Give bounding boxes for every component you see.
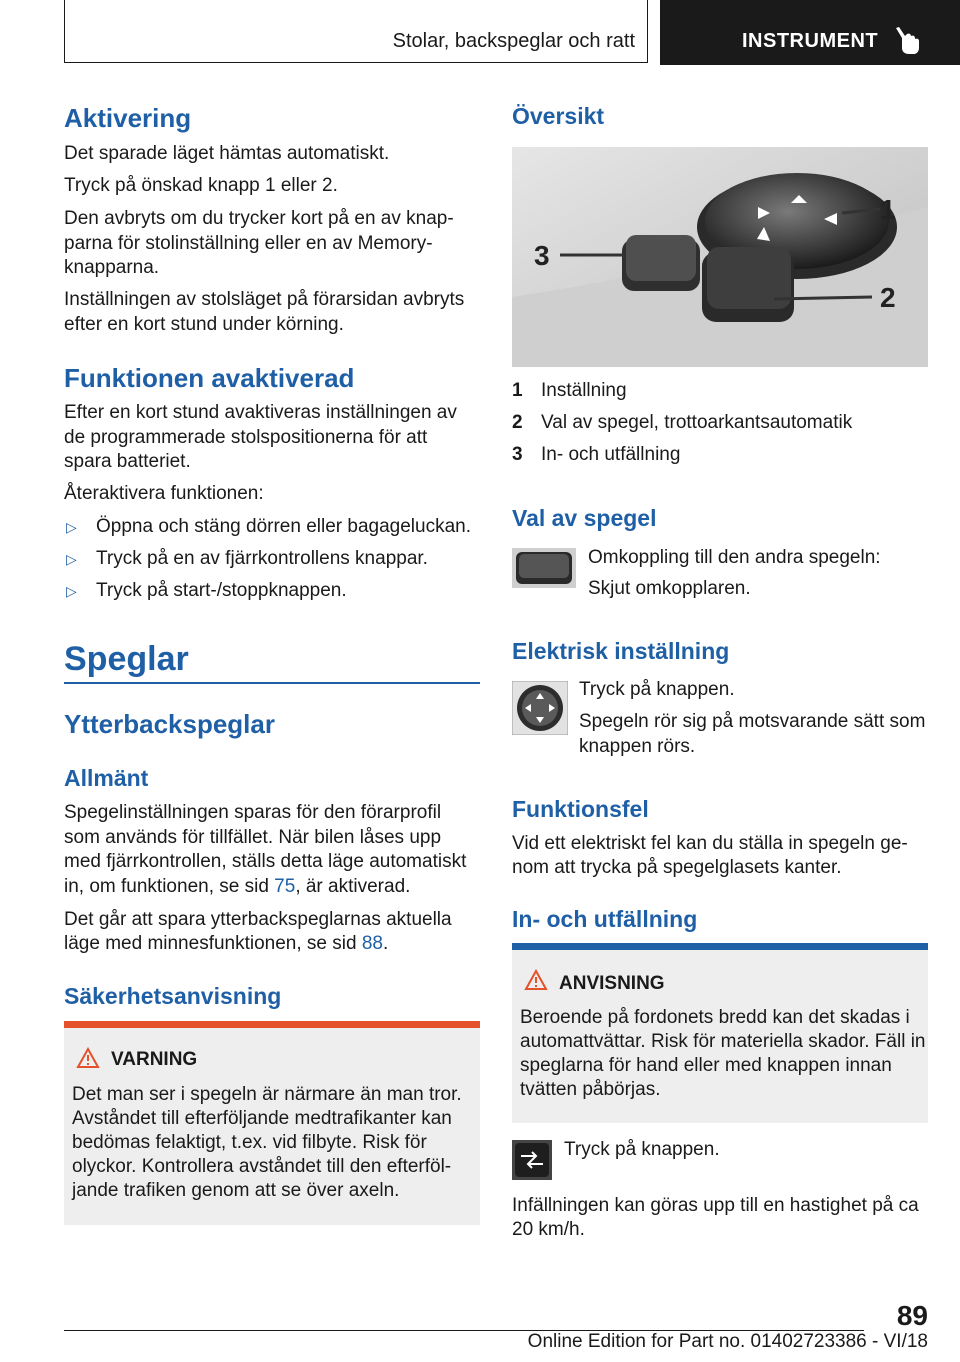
section-aktivering-title: Aktivering (64, 103, 192, 133)
val-l1: Omkoppling till den andra spegeln: (588, 547, 881, 568)
warning-box (64, 1021, 480, 1225)
notice-line: speglarna för hand eller med knappen innan (520, 1055, 892, 1076)
notice-line: automattvättar. Risk för materiella skador. Fäll in (520, 1031, 926, 1052)
allmant-l6: läge med minnesfunktionen, se sid 88. (64, 933, 389, 954)
aktivering-p2: Tryck på önskad knapp 1 eller 2. (64, 175, 338, 196)
funktion-p1b: de programmerade stolspositionerna för att (64, 427, 428, 448)
infallning-l2: 20 km/h. (512, 1219, 585, 1240)
warning-line: Det man ser i spegeln är närmare än man tror. (72, 1084, 462, 1105)
warning-triangle-icon (524, 969, 548, 991)
funktion-p1a: Efter en kort stund avaktiveras inställningen av (64, 402, 457, 423)
warning-bar (64, 1021, 480, 1028)
elektrisk-l3: knappen rörs. (579, 736, 696, 757)
funktion-p1c: spara batteriet. (64, 451, 191, 472)
header-section-box (64, 0, 648, 63)
notice-line: tvätten påbörjas. (520, 1079, 661, 1100)
page-ref-link[interactable]: 88 (361, 933, 383, 954)
legend-number: 1 (512, 380, 523, 401)
funktionsfel-l1: Vid ett elektriskt fel kan du ställa in spegeln ge‐ (512, 833, 908, 854)
aktivering-p3c: knapparna. (64, 257, 160, 278)
infallning-l1: Infällningen kan göras upp till en hastighet på ca (512, 1195, 919, 1216)
section-funktion-title: Funktionen avaktiverad (64, 363, 355, 393)
section-funktionsfel-title: Funktionsfel (512, 796, 649, 822)
allmant-l2: som används för tillfället. När bilen låses upp (64, 827, 442, 848)
infallning-press: Tryck på knappen. (564, 1139, 720, 1160)
warning-title: VARNING (111, 1049, 198, 1070)
callout-1: 1 (880, 194, 896, 225)
allmant-l1: Spegelinställningen sparas för den förarprofil (64, 802, 442, 823)
footer-edition: Online Edition for Part no. 01402723386 - VI/18 (527, 1331, 928, 1352)
aktivering-p4b: efter en kort stund under körning. (64, 314, 344, 335)
mirror-selector-switch-icon (512, 548, 576, 588)
section-ytter-title: Ytterbackspeglar (64, 709, 275, 739)
title-divider (64, 682, 480, 684)
allmant-l3: med fjärrkontrollen, ställs detta läge automatiskt (64, 851, 467, 872)
aktivering-p3a: Den avbryts om du trycker kort på en av knap‐ (64, 208, 454, 229)
mirror-adjust-knob-icon (512, 681, 568, 735)
notice-line: Beroende på fordonets bredd kan det skadas i (520, 1007, 910, 1028)
header-chapter-box (660, 0, 960, 65)
section-elektrisk-title: Elektrisk inställning (512, 638, 730, 664)
pointing-hand-icon (892, 26, 920, 56)
notice-bar (512, 943, 928, 950)
legend-text: Inställning (541, 380, 627, 401)
triangle-bullet-icon: ▷ (66, 519, 77, 535)
allmant-l4: in, om funktionen, se sid 75, är aktiverad. (64, 876, 411, 897)
triangle-bullet-icon: ▷ (66, 551, 77, 567)
section-sakerhet-title: Säkerhetsanvisning (64, 983, 282, 1009)
page-number: 89 (896, 1300, 928, 1331)
aktivering-p4a: Inställningen av stolsläget på förarsidan avbryts (64, 289, 465, 310)
notice-title: ANVISNING (559, 973, 665, 994)
callout-2: 2 (880, 282, 896, 313)
elektrisk-l2: Spegeln rör sig på motsvarande sätt som (579, 711, 926, 732)
legend-text: Val av spegel, trottoarkantsautomatik (541, 412, 853, 433)
callout-3: 3 (534, 240, 550, 271)
legend-number: 3 (512, 444, 523, 465)
header-chapter-title: INSTRUMENT (742, 30, 879, 52)
mirror-controls-photo (512, 147, 928, 367)
section-infallning-title: In- och utfällning (512, 906, 698, 932)
notice-box (512, 943, 928, 1123)
val-l2: Skjut omkopplaren. (588, 578, 751, 599)
section-oversikt-title: Översikt (512, 103, 605, 129)
allmant-l5: Det går att spara ytterbackspeglarnas aktuella (64, 909, 452, 930)
header-section-title: Stolar, backspeglar och ratt (392, 30, 635, 52)
legend-text: In- och utfällning (541, 444, 681, 465)
warning-triangle-icon (76, 1047, 100, 1069)
funktionsfel-l2: nom att trycka på spegelglasets kanter. (512, 857, 842, 878)
funktion-p2: Återaktivera funktionen: (64, 483, 264, 504)
fold-button-icon (512, 1140, 552, 1180)
page-ref-link[interactable]: 75 (274, 876, 296, 897)
warning-line: Avståndet till efterföljande medtrafikanter kan (72, 1108, 452, 1129)
section-allmant-title: Allmänt (64, 765, 149, 791)
triangle-bullet-icon: ▷ (66, 583, 77, 599)
aktivering-p1: Det sparade läget hämtas automatiskt. (64, 143, 390, 164)
aktivering-p3b: parna för stolinställning eller en av Memory- (64, 233, 433, 254)
legend-number: 2 (512, 412, 523, 433)
section-val-title: Val av spegel (512, 505, 657, 531)
chapter-title-speglar: Speglar (64, 640, 189, 678)
warning-line: bedömas felaktigt, t.ex. vid filbyte. Risk för (72, 1132, 427, 1153)
elektrisk-l1: Tryck på knappen. (579, 679, 735, 700)
warning-line: olyckor. Kontrollera avståndet till den efterföl‐ (72, 1156, 452, 1177)
warning-line: jande trafiken genom att se över axeln. (72, 1180, 400, 1201)
